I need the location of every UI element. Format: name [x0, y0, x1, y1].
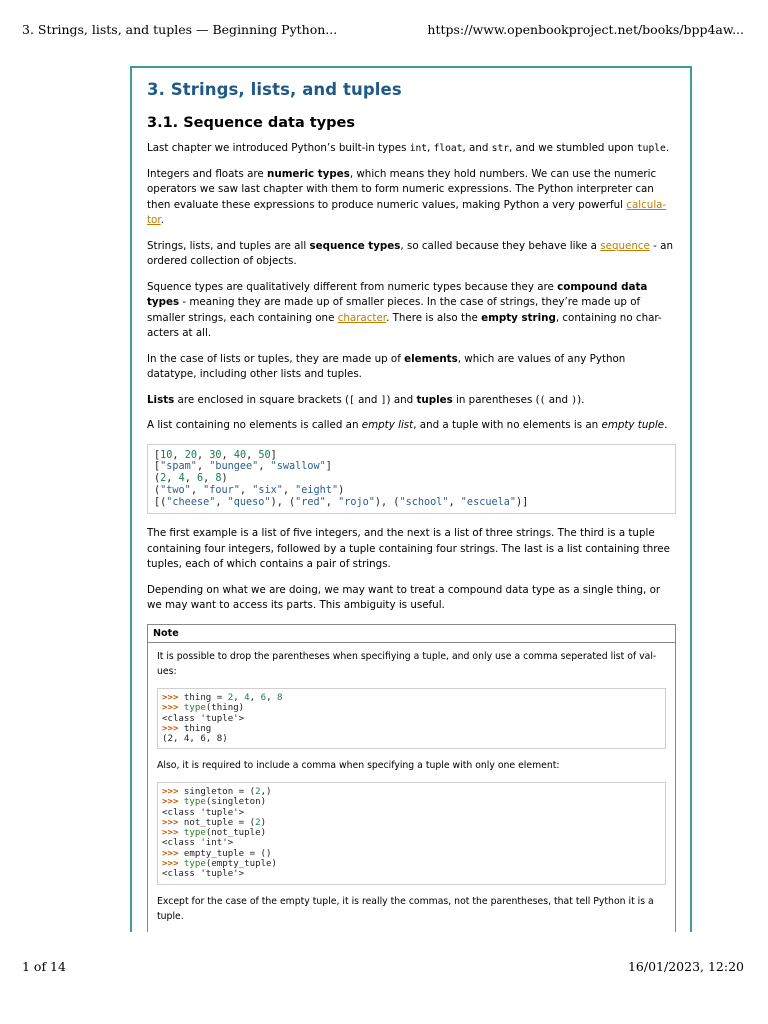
section-title: 3.1. Sequence data types	[147, 115, 356, 131]
link-calculator[interactable]: calcula-tor	[147, 198, 667, 226]
paragraph-numeric-types: Integers and floats are numeric types, which means they hold numbers. We can use the numeric operators we saw last chapter with them to form numeric expressions. The Python interpreter can then evaluate these expressions to produce numeric values, making Python a very powerful calcula-tor.	[147, 167, 667, 226]
link-sequence[interactable]: sequence	[600, 239, 650, 252]
document-page	[130, 66, 692, 932]
paragraph-elements: In the case of lists or tuples, they are made up of elements, which are values of any Python datatype, including other lists and tuples.	[147, 352, 626, 380]
print-header	[22, 22, 744, 38]
link-character[interactable]: character	[337, 311, 387, 324]
code-block-thing: >>> thing = 2, 4, 6, 8 >>> type(thing) <class 'tuple'> >>> thing (2, 4, 6, 8)	[157, 688, 666, 749]
print-header-url: https://www.openbookproject.net/books/bpp4aw...	[427, 22, 744, 37]
note-body	[148, 643, 675, 932]
note-title: Note	[148, 625, 675, 643]
paragraph-intro: Last chapter we introduced Python’s built-in types int, float, and str, and we stumbled upon tuple.	[147, 142, 670, 154]
paragraph-ambiguity: Depending on what we are doing, we may want to treat a compound data type as a single thing, or we may want to access its parts. This ambiguity is useful.	[147, 583, 661, 612]
page-counter: 1 of 14	[22, 959, 66, 974]
note-paragraph-drop-parens: It is possible to drop the parentheses when specifiying a tuple, and only use a comma seperated list of val-ues:	[157, 650, 657, 678]
paragraph-compound-types: Squence types are qualitatively different from numeric types because they are compound data types - meaning they are made up of smaller pieces. In the case of strings, they’re made up of smaller strings, each containing one character. There is also the empty string, containing no char-acters at all.	[147, 280, 662, 339]
note-box	[147, 624, 676, 932]
paragraph-sequence-types: Strings, lists, and tuples are all sequence types, so called because they behave like a sequence - an ordered collection of objects.	[147, 239, 673, 267]
paragraph-lists-tuples: Lists are enclosed in square brackets ([ and ]) and tuples in parentheses (( and )).	[147, 393, 585, 406]
note-paragraph-singleton: Also, it is required to include a comma when specifying a tuple with only one element:	[157, 760, 560, 772]
paragraph-examples-explained: The first example is a list of five integers, and the next is a list of three strings. The third is a tuple containing four integers, followed by a tuple containing four strings. The last is a list containing three tuples, each of which contains a pair of strings.	[147, 527, 670, 571]
print-footer	[22, 959, 744, 975]
code-block-examples: [10, 20, 30, 40, 50] ["spam", "bungee", "swallow"] (2, 4, 6, 8) ("two", "four", "six", "eight") [("cheese", "queso"), ("red", "rojo"), ("school", "escuela")]	[147, 444, 676, 515]
paragraph-empty: A list containing no elements is called an empty list, and a tuple with no elements is an empty tuple.	[147, 419, 668, 431]
chapter-title: 3. Strings, lists, and tuples	[147, 80, 402, 99]
print-header-title: 3. Strings, lists, and tuples — Beginning Python...	[22, 22, 338, 37]
note-paragraph-commas: Except for the case of the empty tuple, it is really the commas, not the parentheses, that tell Python it is a tuple.	[157, 895, 654, 923]
print-datetime: 16/01/2023, 12:20	[627, 959, 744, 974]
code-block-singleton: >>> singleton = (2,) >>> type(singleton) <class 'tuple'> >>> not_tuple = (2) >>> type(not_tuple) <class 'int'> >>> empty_tuple = () >>> type(empty_tuple) <class 'tuple'>	[157, 782, 666, 885]
